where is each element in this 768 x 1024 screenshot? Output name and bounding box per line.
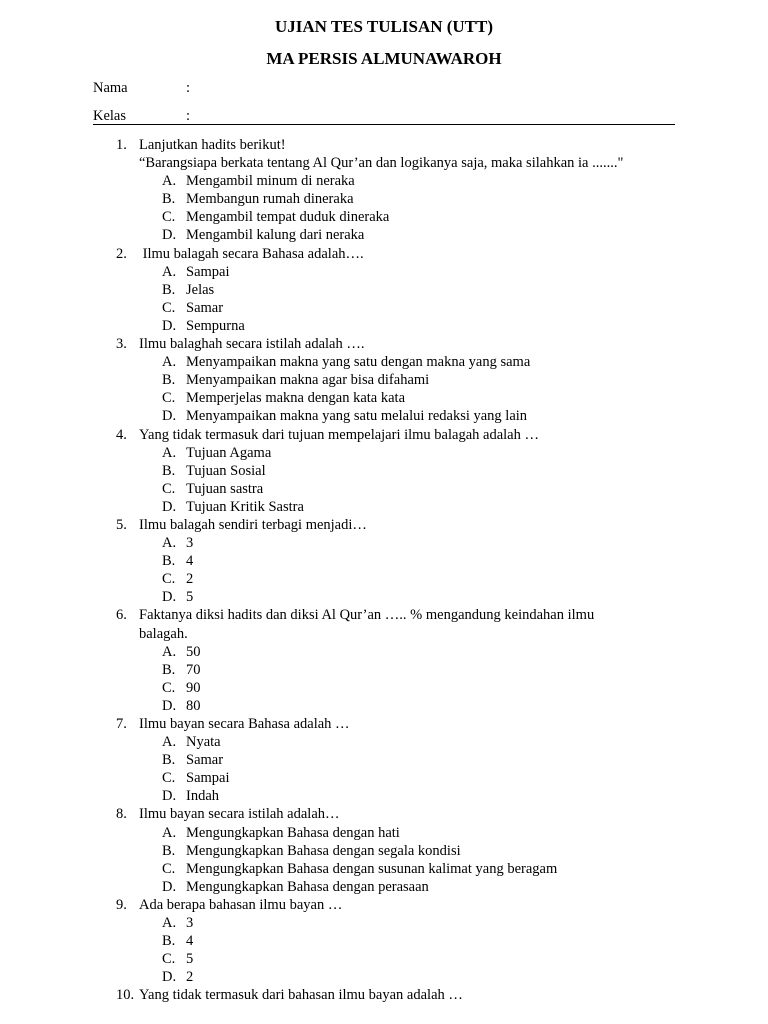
- answer-option: [0, 860, 658, 878]
- option-text: 3: [186, 535, 194, 552]
- option-letter: A.: [162, 734, 177, 751]
- kelas-colon: :: [186, 108, 191, 124]
- option-text: 50: [186, 643, 201, 660]
- question-number: 10.: [116, 987, 135, 1004]
- option-text: 4: [186, 933, 194, 950]
- question-text: Yang tidak termasuk dari bahasan ilmu bayan adalah …: [139, 987, 463, 1004]
- option-text: Samar: [186, 299, 224, 316]
- question-number: 6.: [116, 607, 127, 624]
- question-item: [0, 805, 768, 895]
- question-list: [0, 136, 768, 1005]
- option-text: Tujuan Kritik Sastra: [186, 498, 304, 515]
- answer-option: [0, 824, 658, 842]
- answer-option: [0, 299, 658, 317]
- question-text: Ilmu balagah sendiri terbagi menjadi…: [139, 516, 367, 533]
- question-item: [0, 986, 768, 1004]
- option-letter: C.: [162, 679, 176, 696]
- answer-option: [0, 932, 658, 950]
- option-letter: B.: [162, 462, 176, 479]
- option-letter: B.: [162, 191, 176, 208]
- option-text: Menyampaikan makna agar bisa difahami: [186, 372, 430, 389]
- answer-option: [0, 263, 658, 281]
- option-letter: B.: [162, 281, 176, 298]
- option-text: Mengungkapkan Bahasa dengan segala kondisi: [186, 842, 461, 859]
- question-number: 2.: [116, 245, 127, 262]
- answer-option: [0, 950, 658, 968]
- question-text: Ilmu balaghah secara istilah adalah ….: [139, 336, 365, 353]
- option-letter: C.: [162, 390, 176, 407]
- kelas-label: Kelas: [93, 108, 127, 124]
- option-text: Mengambil minum di neraka: [186, 173, 355, 190]
- option-letter: B.: [162, 661, 176, 678]
- answer-option: [0, 679, 658, 697]
- question-number: 9.: [116, 896, 127, 913]
- option-text: Menyampaikan makna yang satu dengan makna yang sama: [186, 354, 531, 371]
- option-letter: C.: [162, 770, 176, 787]
- option-letter: D.: [162, 589, 177, 606]
- question-item: [0, 715, 768, 805]
- answer-option: [0, 751, 658, 769]
- option-text: 2: [186, 571, 194, 588]
- option-text: Memperjelas makna dengan kata kata: [186, 390, 406, 407]
- option-letter: C.: [162, 951, 176, 968]
- question-item: [0, 335, 768, 425]
- answer-option: [0, 534, 658, 552]
- question-text: Ilmu balagah secara Bahasa adalah….: [139, 245, 364, 262]
- answer-option: [0, 643, 658, 661]
- option-letter: B.: [162, 372, 176, 389]
- header-divider: [93, 124, 675, 125]
- option-text: Sempurna: [186, 317, 245, 334]
- question-number: 1.: [116, 137, 127, 153]
- question-text: Ilmu bayan secara Bahasa adalah …: [139, 716, 350, 732]
- option-letter: C.: [162, 299, 176, 316]
- option-text: Mengungkapkan Bahasa dengan perasaan: [186, 878, 429, 895]
- nama-label: Nama: [93, 80, 128, 96]
- question-number: 5.: [116, 516, 127, 533]
- option-text: Nyata: [186, 734, 221, 751]
- option-letter: A.: [162, 643, 177, 660]
- question-item: [0, 426, 768, 516]
- answer-option: [0, 389, 658, 407]
- option-text: 4: [186, 553, 194, 570]
- exam-title: UJIAN TES TULISAN (UTT): [274, 17, 494, 36]
- option-letter: C.: [162, 209, 176, 226]
- answer-option: [0, 787, 658, 805]
- question-text: Ilmu bayan secara istilah adalah…: [139, 806, 340, 823]
- option-letter: C.: [162, 480, 176, 497]
- question-number: 4.: [116, 426, 127, 443]
- option-letter: D.: [162, 788, 177, 805]
- school-name: MA PERSIS ALMUNAWAROH: [266, 49, 502, 68]
- option-letter: A.: [162, 263, 177, 280]
- option-text: Mengambil kalung dari neraka: [186, 227, 365, 244]
- question-number: 7.: [116, 716, 127, 732]
- option-text: 70: [186, 661, 201, 678]
- option-letter: C.: [162, 860, 176, 877]
- option-text: Membangun rumah dineraka: [186, 191, 354, 208]
- option-letter: B.: [162, 842, 176, 859]
- answer-option: [0, 697, 658, 715]
- option-letter: A.: [162, 535, 177, 552]
- option-text: Tujuan Agama: [186, 444, 272, 461]
- question-item: [0, 896, 768, 986]
- answer-option: [0, 208, 658, 226]
- answer-option: [0, 842, 658, 860]
- answer-option: [0, 281, 658, 299]
- answer-option: [0, 914, 658, 932]
- option-letter: B.: [162, 553, 176, 570]
- option-text: 3: [186, 915, 194, 932]
- answer-option: [0, 968, 658, 986]
- option-text: 90: [186, 679, 201, 696]
- option-letter: D.: [162, 969, 177, 986]
- option-letter: B.: [162, 933, 176, 950]
- option-text: Sampai: [186, 770, 230, 787]
- question-quote: “Barangsiapa berkata tentang Al Qur’an dan logikanya saja, maka silahkan ia .......": [139, 155, 624, 172]
- question-text: Yang tidak termasuk dari tujuan mempelajari ilmu balagah adalah …: [139, 426, 539, 443]
- question-text: Faktanya diksi hadits dan diksi Al Qur’an ….. % mengandung keindahan ilmu balagah.: [139, 607, 595, 642]
- answer-option: [0, 661, 658, 679]
- option-text: Menyampaikan makna yang satu melalui redaksi yang lain: [186, 408, 528, 425]
- answer-option: [0, 407, 658, 425]
- option-text: 80: [186, 697, 201, 714]
- answer-option: [0, 444, 658, 462]
- answer-option: [0, 480, 658, 498]
- answer-option: [0, 190, 658, 208]
- option-text: 5: [186, 951, 194, 968]
- option-letter: D.: [162, 317, 177, 334]
- option-letter: D.: [162, 227, 177, 244]
- option-letter: B.: [162, 752, 176, 769]
- option-text: Mengungkapkan Bahasa dengan susunan kalimat yang beragam: [186, 860, 558, 877]
- option-letter: D.: [162, 408, 177, 425]
- answer-option: [0, 769, 658, 787]
- question-number: 8.: [116, 806, 127, 823]
- option-text: 2: [186, 969, 194, 986]
- option-text: Samar: [186, 752, 224, 769]
- question-item: [0, 606, 768, 715]
- option-letter: A.: [162, 915, 177, 932]
- answer-option: [0, 371, 658, 389]
- option-letter: C.: [162, 571, 176, 588]
- answer-option: [0, 317, 658, 335]
- option-letter: D.: [162, 498, 177, 515]
- option-letter: D.: [162, 697, 177, 714]
- question-item: [0, 245, 768, 335]
- answer-option: [0, 588, 658, 606]
- option-letter: D.: [162, 878, 177, 895]
- question-text: Lanjutkan hadits berikut!: [139, 137, 286, 153]
- question-text: Ada berapa bahasan ilmu bayan …: [139, 896, 343, 913]
- option-letter: A.: [162, 173, 177, 190]
- answer-option: [0, 552, 658, 570]
- answer-option: [0, 353, 658, 371]
- answer-option: [0, 462, 658, 480]
- answer-option: [0, 570, 658, 588]
- option-text: Sampai: [186, 263, 230, 280]
- option-text: Mengungkapkan Bahasa dengan hati: [186, 824, 400, 841]
- option-text: Tujuan Sosial: [186, 462, 266, 479]
- question-number: 3.: [116, 336, 127, 353]
- question-item: [0, 136, 768, 245]
- option-letter: A.: [162, 354, 177, 371]
- option-text: Jelas: [186, 281, 215, 298]
- answer-option: [0, 878, 658, 896]
- option-text: Tujuan sastra: [186, 480, 264, 497]
- option-letter: A.: [162, 824, 177, 841]
- answer-option: [0, 172, 658, 190]
- answer-option: [0, 226, 658, 244]
- option-text: Mengambil tempat duduk dineraka: [186, 209, 390, 226]
- option-text: 5: [186, 589, 194, 606]
- nama-colon: :: [186, 80, 191, 96]
- question-item: [0, 516, 768, 606]
- answer-option: [0, 498, 658, 516]
- option-text: Indah: [186, 788, 220, 805]
- answer-option: [0, 733, 658, 751]
- option-letter: A.: [162, 444, 177, 461]
